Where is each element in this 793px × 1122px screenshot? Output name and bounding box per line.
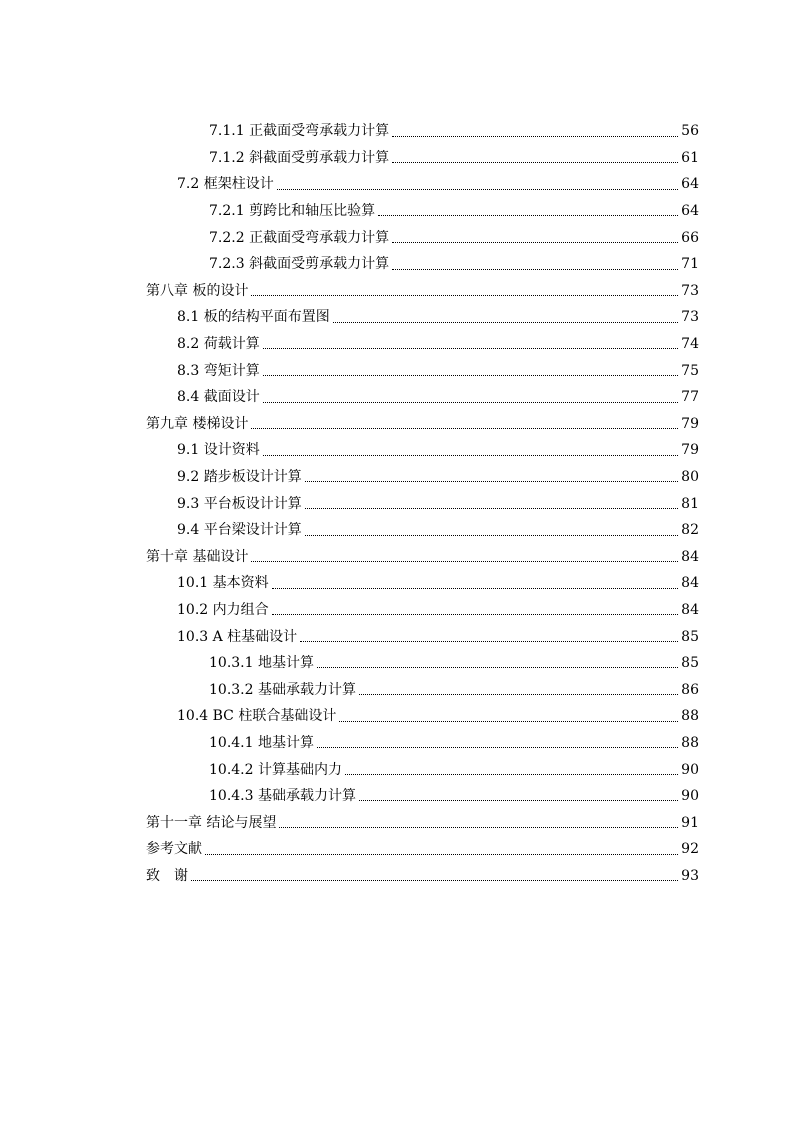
toc-dot-leader [378,214,678,216]
toc-entry-title: 10.4.3 基础承载力计算 [209,788,356,805]
toc-entry-page-number: 79 [681,442,699,459]
toc-entry[interactable] [0,357,793,384]
toc-entry-title: 10.4.2 计算基础内力 [209,761,342,778]
toc-entry-title: 10.4.1 地基计算 [209,734,314,751]
table-of-contents [0,118,793,889]
toc-entry[interactable] [0,464,793,491]
toc-dot-leader [263,401,678,403]
toc-entry-page-number: 80 [681,469,699,486]
toc-dot-leader [251,427,678,429]
toc-entry-page-number: 90 [681,761,699,778]
toc-dot-leader [263,374,678,376]
toc-entry[interactable] [0,863,793,890]
toc-entry-page-number: 91 [681,814,699,831]
toc-entry[interactable] [0,304,793,331]
toc-entry[interactable] [0,198,793,225]
toc-entry-title: 8.2 荷载计算 [177,336,260,353]
toc-dot-leader [251,294,678,296]
toc-entry-title: 7.2.2 正截面受弯承载力计算 [209,229,390,246]
toc-entry-title: 8.1 板的结构平面布置图 [177,309,330,326]
toc-entry[interactable] [0,623,793,650]
toc-dot-leader [305,480,678,482]
toc-entry[interactable] [0,756,793,783]
toc-entry[interactable] [0,145,793,172]
toc-dot-leader [251,560,678,562]
toc-entry-title: 7.2 框架柱设计 [177,176,274,193]
toc-entry-page-number: 64 [681,176,699,193]
toc-dot-leader [279,826,678,828]
toc-entry-page-number: 86 [681,681,699,698]
toc-dot-leader [205,853,678,855]
toc-dot-leader [392,268,678,270]
toc-entry-page-number: 73 [681,282,699,299]
toc-entry[interactable] [0,278,793,305]
toc-entry[interactable] [0,703,793,730]
toc-entry[interactable] [0,490,793,517]
toc-entry-page-number: 84 [681,601,699,618]
toc-dot-leader [300,640,678,642]
toc-entry-page-number: 79 [681,415,699,432]
toc-entry-title: 10.3.2 基础承载力计算 [209,681,356,698]
toc-dot-leader [392,161,678,163]
toc-entry-title: 参考文献 [146,841,202,858]
toc-dot-leader [277,188,678,190]
toc-dot-leader [305,507,678,509]
toc-dot-leader [317,746,678,748]
toc-entry-title: 7.2.1 剪跨比和轴压比验算 [209,203,376,220]
toc-entry-page-number: 84 [681,548,699,565]
toc-entry-page-number: 88 [681,708,699,725]
toc-entry-page-number: 88 [681,734,699,751]
toc-dot-leader [359,799,678,801]
toc-entry-title: 9.3 平台板设计计算 [177,495,302,512]
toc-dot-leader [263,347,678,349]
toc-entry-title: 9.1 设计资料 [177,442,260,459]
toc-entry[interactable] [0,171,793,198]
toc-entry-page-number: 81 [681,495,699,512]
toc-dot-leader [305,534,678,536]
toc-dot-leader [272,613,679,615]
toc-entry[interactable] [0,118,793,145]
toc-entry-title: 10.4 BC 柱联合基础设计 [177,708,337,725]
toc-entry-page-number: 64 [681,203,699,220]
toc-entry-title: 7.1.1 正截面受弯承载力计算 [209,123,390,140]
toc-entry[interactable] [0,809,793,836]
toc-entry-page-number: 71 [681,256,699,273]
toc-entry[interactable] [0,331,793,358]
toc-entry-page-number: 61 [681,149,699,166]
toc-entry-title: 第十章 基础设计 [146,548,249,565]
toc-dot-leader [263,454,678,456]
toc-entry[interactable] [0,251,793,278]
toc-entry-title: 7.1.2 斜截面受剪承载力计算 [209,149,390,166]
toc-entry-page-number: 66 [681,229,699,246]
toc-entry[interactable] [0,676,793,703]
toc-dot-leader [333,321,678,323]
toc-entry[interactable] [0,384,793,411]
toc-entry[interactable] [0,650,793,677]
toc-entry-page-number: 93 [681,867,699,884]
toc-entry[interactable] [0,570,793,597]
toc-entry-title: 9.2 踏步板设计计算 [177,469,302,486]
toc-entry[interactable] [0,517,793,544]
toc-entry[interactable] [0,836,793,863]
toc-dot-leader [339,720,678,722]
toc-entry-title: 10.1 基本资料 [177,575,269,592]
toc-entry-page-number: 84 [681,575,699,592]
toc-entry-page-number: 74 [681,336,699,353]
toc-entry[interactable] [0,597,793,624]
toc-entry-title: 第九章 楼梯设计 [146,415,249,432]
toc-entry-page-number: 90 [681,788,699,805]
toc-entry-page-number: 92 [681,841,699,858]
toc-entry-title: 10.3 A 柱基础设计 [177,628,298,645]
toc-entry-title: 10.3.1 地基计算 [209,655,314,672]
toc-entry-title: 第十一章 结论与展望 [146,814,277,831]
toc-entry-page-number: 85 [681,655,699,672]
toc-entry-title: 第八章 板的设计 [146,282,249,299]
toc-dot-leader [359,693,678,695]
toc-entry-title: 致 谢 [146,867,188,884]
toc-entry-page-number: 85 [681,628,699,645]
toc-entry-page-number: 56 [681,123,699,140]
toc-entry-page-number: 73 [681,309,699,326]
toc-dot-leader [345,773,678,775]
toc-entry[interactable] [0,437,793,464]
toc-entry[interactable] [0,730,793,757]
toc-entry-title: 8.3 弯矩计算 [177,362,260,379]
toc-entry[interactable] [0,783,793,810]
toc-entry-title: 8.4 截面设计 [177,389,260,406]
toc-dot-leader [191,879,678,881]
toc-dot-leader [392,135,678,137]
toc-entry-page-number: 77 [681,389,699,406]
toc-entry-title: 9.4 平台梁设计计算 [177,522,302,539]
toc-entry-title: 7.2.3 斜截面受剪承载力计算 [209,256,390,273]
toc-entry-page-number: 75 [681,362,699,379]
toc-dot-leader [392,241,678,243]
toc-entry[interactable] [0,544,793,571]
toc-entry-title: 10.2 内力组合 [177,601,269,618]
toc-entry[interactable] [0,224,793,251]
toc-entry[interactable] [0,411,793,438]
toc-dot-leader [272,587,679,589]
toc-entry-page-number: 82 [681,522,699,539]
toc-dot-leader [317,666,678,668]
